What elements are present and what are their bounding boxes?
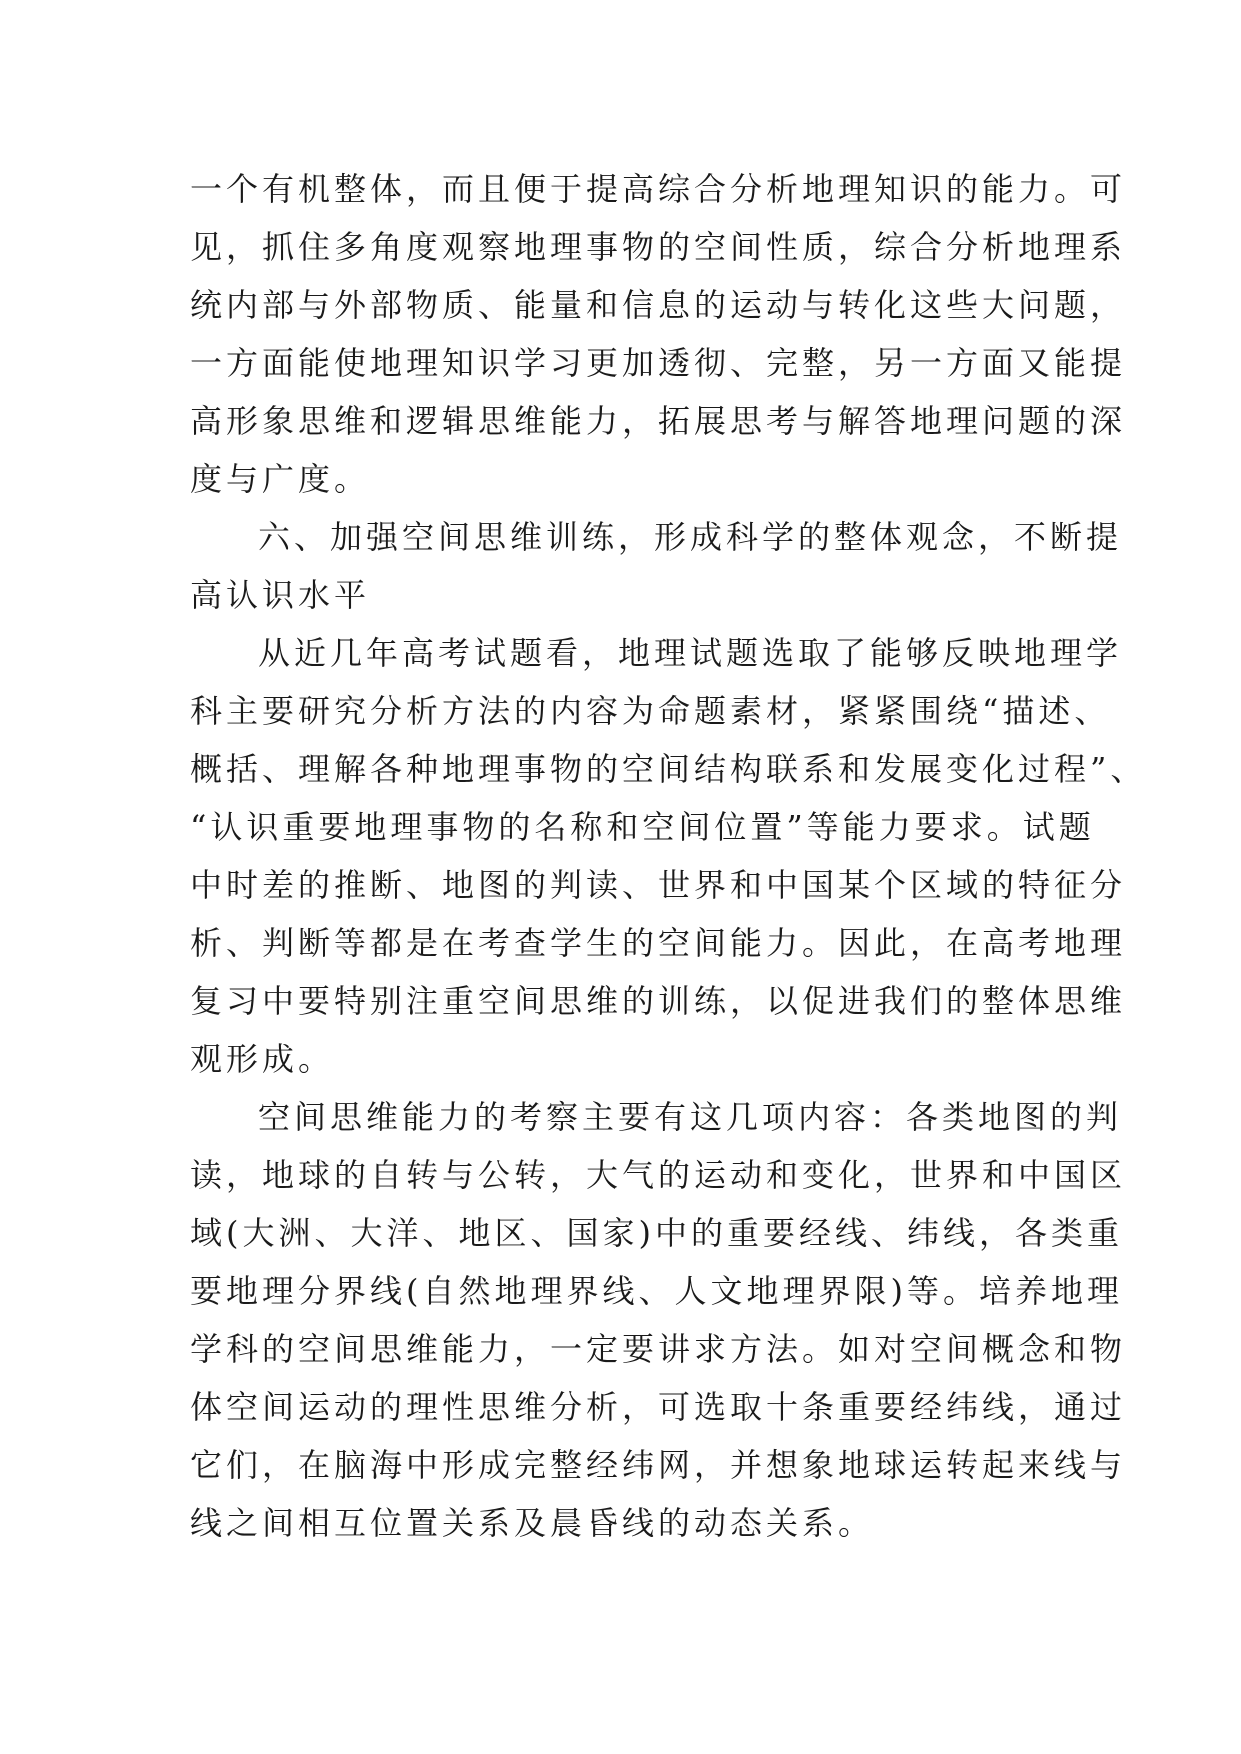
text-line: 度与广度。 [190,460,371,498]
section-heading-line: 高认识水平 [190,576,371,614]
text-line: 学科的空间思维能力，一定要讲求方法。如对空间概念和物 [190,1330,1127,1368]
text-line: 体空间运动的理性思维分析，可选取十条重要经纬线，通过 [190,1388,1127,1426]
text-line: “认识重要地理事物的名称和空间位置”等能力要求。试题 [190,808,1095,846]
text-line: 观形成。 [190,1040,335,1078]
text-line: 线之间相互位置关系及晨昏线的动态关系。 [190,1504,875,1542]
text-line: 它们，在脑海中形成完整经纬网，并想象地球运转起来线与 [190,1446,1127,1484]
text-line: 读，地球的自转与公转，大气的运动和变化，世界和中国区 [190,1156,1127,1194]
text-line: 域(大洲、大洋、地区、国家)中的重要经线、纬线，各类重 [190,1214,1123,1252]
text-line: 见，抓住多角度观察地理事物的空间性质，综合分析地理系 [190,228,1127,266]
text-line: 高形象思维和逻辑思维能力，拓展思考与解答地理问题的深 [190,402,1127,440]
text-line: 一方面能使地理知识学习更加透彻、完整，另一方面又能提 [190,344,1127,382]
text-line: 要地理分界线(自然地理界线、人文地理界限)等。培养地理 [190,1272,1123,1310]
text-line: 中时差的推断、地图的判读、世界和中国某个区域的特征分 [190,866,1127,904]
body-text [190,160,1147,1552]
text-line: 统内部与外部物质、能量和信息的运动与转化这些大问题， [190,286,1127,324]
text-line: 复习中要特别注重空间思维的训练，以促进我们的整体思维 [190,982,1127,1020]
text-line: 一个有机整体，而且便于提高综合分析地理知识的能力。可 [190,170,1127,208]
text-line: 概括、理解各种地理事物的空间结构联系和发展变化过程”、 [190,750,1147,788]
text-line: 科主要研究分析方法的内容为命题素材，紧紧围绕“描述、 [190,692,1111,730]
text-line: 析、判断等都是在考查学生的空间能力。因此，在高考地理 [190,924,1127,962]
section-heading-line: 六、加强空间思维训练，形成科学的整体观念，不断提 [258,518,1123,556]
text-line: 空间思维能力的考察主要有这几项内容：各类地图的判 [258,1098,1123,1136]
text-line: 从近几年高考试题看，地理试题选取了能够反映地理学 [258,634,1123,672]
